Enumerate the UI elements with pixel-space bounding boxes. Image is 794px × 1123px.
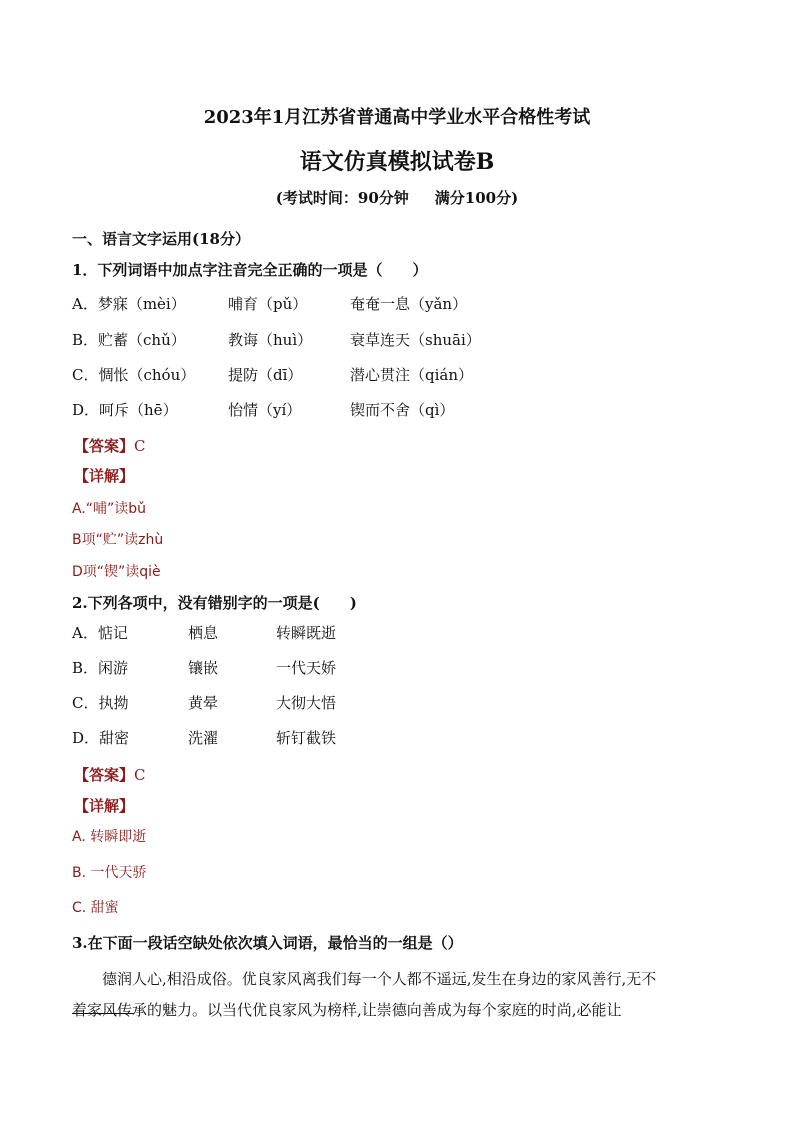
question-2-option-a: A．惦记 栖息 转瞬既逝 [72,624,337,642]
question-2-detail-a: A. 转瞬即逝 [72,829,147,845]
question-2-detail-c: C. 甜蜜 [72,900,119,916]
question-1-answer: 【答案】C [74,437,146,455]
exam-subtitle: 语文仿真模拟试卷B [299,149,495,175]
section-heading: 一、语言文字运用(18分） [72,230,250,248]
question-1-detail-b: B项“贮”读zhù [72,532,164,548]
question-3-paragraph-line-1: 德润人心,相沿成俗。优良家风离我们每一个人都不遥远,发生在身边的家风善行,无不 [102,970,657,988]
question-2-option-c: C．执拗 黄晕 大彻大悟 [72,694,337,712]
exam-time: (考试时间：90分钟 [275,189,409,207]
question-2-stem: 2.下列各项中，没有错别字的一项是( ) [72,594,357,612]
question-3-stem: 3.在下面一段话空缺处依次填入词语，最恰当的一组是（） [72,934,463,952]
question-2-answer: 【答案】C [74,766,146,784]
question-2-option-d: D．甜密 洗濯 斩钉截铁 [72,729,337,747]
exam-page: 2023年1月江苏省普通高中学业水平合格性考试 语文仿真模拟试卷B (考试时间：90分钟 满分100分) 一、语言文字运用(18分） 1．下列词语中加点字注音完全正确的一项是（ ） A．梦寐（mèi） 哺育（pǔ） 奄奄一息（yǎn） B．贮蓄（chǔ） 教诲（huì） 衰草连天（shuāi） C．惆怅（chóu） 提防（dī） 潜心贯注（qián） D．呵斥（hē） 怡情（yí） 锲而不舍（qì） 【答案】C 【详解】 A.“哺”读bǔ B项“贮”读zhù D项“锲”读qiè 2.下列各项中，没有错别字的一项是( ) A．惦记 栖息 转瞬既逝 B．闲游 镶嵌 一代天娇 C．执拗 黄晕 大彻大悟 D．甜密 洗濯 斩钉截铁 【答案】C 【详解】 A. 转瞬即逝 B. 一代天骄 C. 甜蜜 3.在下面一段话空缺处依次填入词语，最恰当的一组是（） 德润人心,相沿成俗。优良家风离我们每一个人都不遥远,发生在身边的家风善行,无不 着家风传承的魅力。以当代优良家风为榜样,让崇德向善成为每个家庭的时尚,必能让 [0,0,794,1123]
question-1-option-b: B．贮蓄（chǔ） 教诲（huì） 衰草连天（shuāi） [72,331,481,349]
question-2-detail-b: B. 一代天骄 [72,865,147,881]
question-1-option-d: D．呵斥（hē） 怡情（yí） 锲而不舍（qì） [72,401,455,419]
question-1-option-a: A．梦寐（mèi） 哺育（pǔ） 奄奄一息（yǎn） [72,295,468,313]
exam-score: 满分100分) [434,189,519,207]
question-2-detail-label: 【详解】 [74,797,135,815]
question-1-option-c: C．惆怅（chóu） 提防（dī） 潜心贯注（qián） [72,366,474,384]
exam-title: 2023年1月江苏省普通高中学业水平合格性考试 [203,107,591,128]
question-1-detail-a: A.“哺”读bǔ [72,501,147,517]
question-1-stem: 1．下列词语中加点字注音完全正确的一项是（ ） [72,261,428,279]
question-2-option-b: B．闲游 镶嵌 一代天娇 [72,659,337,677]
question-1-detail-d: D项“锲”读qiè [72,564,161,580]
exam-meta [0,187,794,208]
question-1-detail-label: 【详解】 [74,467,135,485]
